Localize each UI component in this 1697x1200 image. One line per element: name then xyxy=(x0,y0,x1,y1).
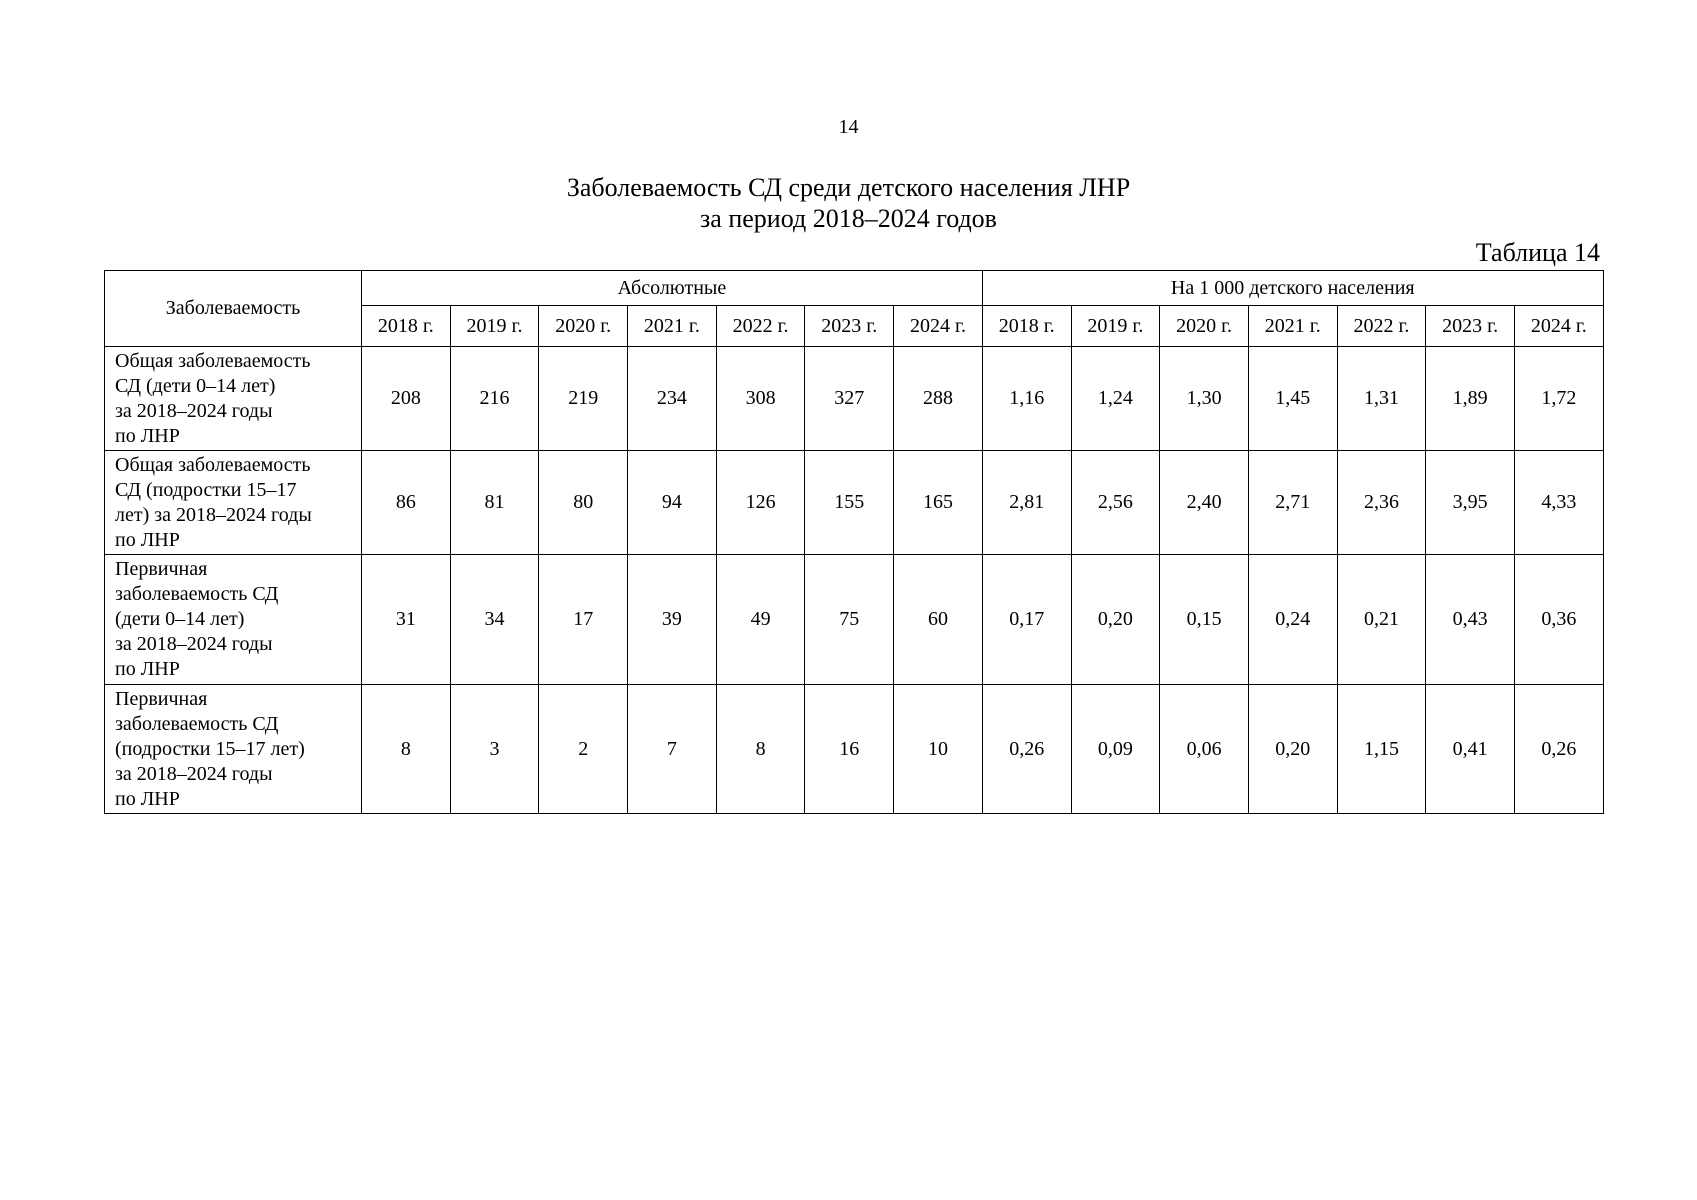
year-header: 2020 г. xyxy=(1160,306,1249,347)
absolute-value-cell: 17 xyxy=(539,555,628,685)
absolute-value-cell: 155 xyxy=(805,451,894,555)
table-body xyxy=(105,347,1604,814)
title-line-1: Заболеваемость СД среди детского населения ЛНР xyxy=(566,173,1131,202)
absolute-value-cell: 16 xyxy=(805,685,894,814)
absolute-value-cell: 7 xyxy=(628,685,717,814)
per-1000-value-cell: 4,33 xyxy=(1514,451,1603,555)
per-1000-value-cell: 1,31 xyxy=(1337,347,1426,451)
per-1000-value-cell: 1,24 xyxy=(1071,347,1160,451)
per-1000-value-cell: 0,15 xyxy=(1160,555,1249,685)
absolute-value-cell: 2 xyxy=(539,685,628,814)
morbidity-table xyxy=(104,270,1604,814)
absolute-value-cell: 8 xyxy=(362,685,451,814)
year-header: 2019 г. xyxy=(1071,306,1160,347)
absolute-value-cell: 308 xyxy=(716,347,805,451)
absolute-value-cell: 39 xyxy=(628,555,717,685)
per-1000-value-cell: 0,20 xyxy=(1071,555,1160,685)
year-header: 2020 г. xyxy=(539,306,628,347)
year-header: 2021 г. xyxy=(628,306,717,347)
per-1000-value-cell: 1,89 xyxy=(1426,347,1515,451)
year-header: 2023 г. xyxy=(1426,306,1515,347)
absolute-value-cell: 216 xyxy=(450,347,539,451)
title-line-2: за период 2018–2024 годов xyxy=(700,204,997,233)
per-1000-value-cell: 1,15 xyxy=(1337,685,1426,814)
row-label: Общая заболеваемость СД (подростки 15–17 лет) за 2018–2024 годы по ЛНР xyxy=(105,451,362,555)
table-row xyxy=(105,347,1604,451)
absolute-value-cell: 34 xyxy=(450,555,539,685)
year-header: 2018 г. xyxy=(362,306,451,347)
table-row xyxy=(105,555,1604,685)
table-caption: Таблица 14 xyxy=(1475,238,1600,267)
per-1000-value-cell: 0,09 xyxy=(1071,685,1160,814)
corner-header: Заболеваемость xyxy=(105,271,362,347)
absolute-value-cell: 81 xyxy=(450,451,539,555)
year-header: 2024 г. xyxy=(894,306,983,347)
row-label: Общая заболеваемость СД (дети 0–14 лет) за 2018–2024 годы по ЛНР xyxy=(105,347,362,451)
per-1000-value-cell: 0,21 xyxy=(1337,555,1426,685)
absolute-value-cell: 49 xyxy=(716,555,805,685)
table-row xyxy=(105,451,1604,555)
per-1000-value-cell: 0,41 xyxy=(1426,685,1515,814)
absolute-value-cell: 60 xyxy=(894,555,983,685)
per-1000-value-cell: 3,95 xyxy=(1426,451,1515,555)
row-label: Первичная заболеваемость СД (дети 0–14 лет) за 2018–2024 годы по ЛНР xyxy=(105,555,362,685)
per-1000-value-cell: 1,72 xyxy=(1514,347,1603,451)
absolute-value-cell: 327 xyxy=(805,347,894,451)
per-1000-value-cell: 2,40 xyxy=(1160,451,1249,555)
per-1000-value-cell: 0,17 xyxy=(982,555,1071,685)
year-header: 2022 г. xyxy=(716,306,805,347)
absolute-value-cell: 94 xyxy=(628,451,717,555)
per-1000-value-cell: 2,71 xyxy=(1248,451,1337,555)
absolute-value-cell: 126 xyxy=(716,451,805,555)
absolute-value-cell: 234 xyxy=(628,347,717,451)
per-1000-value-cell: 0,20 xyxy=(1248,685,1337,814)
per-1000-value-cell: 2,81 xyxy=(982,451,1071,555)
year-header: 2023 г. xyxy=(805,306,894,347)
per-1000-value-cell: 2,36 xyxy=(1337,451,1426,555)
year-header: 2018 г. xyxy=(982,306,1071,347)
per-1000-value-cell: 1,16 xyxy=(982,347,1071,451)
per-1000-value-cell: 1,30 xyxy=(1160,347,1249,451)
page-number: 14 xyxy=(838,116,859,138)
per-1000-value-cell: 2,56 xyxy=(1071,451,1160,555)
absolute-value-cell: 80 xyxy=(539,451,628,555)
per-1000-value-cell: 0,24 xyxy=(1248,555,1337,685)
absolute-value-cell: 10 xyxy=(894,685,983,814)
per-1000-value-cell: 1,45 xyxy=(1248,347,1337,451)
per-1000-value-cell: 0,06 xyxy=(1160,685,1249,814)
per-1000-value-cell: 0,43 xyxy=(1426,555,1515,685)
year-header: 2019 г. xyxy=(450,306,539,347)
row-label: Первичная заболеваемость СД (подростки 15–17 лет) за 2018–2024 годы по ЛНР xyxy=(105,685,362,814)
absolute-value-cell: 208 xyxy=(362,347,451,451)
year-header: 2022 г. xyxy=(1337,306,1426,347)
year-header: 2024 г. xyxy=(1514,306,1603,347)
absolute-value-cell: 75 xyxy=(805,555,894,685)
per-1000-value-cell: 0,36 xyxy=(1514,555,1603,685)
per-1000-value-cell: 0,26 xyxy=(982,685,1071,814)
per-1000-value-cell: 0,26 xyxy=(1514,685,1603,814)
table-row xyxy=(105,685,1604,814)
year-header: 2021 г. xyxy=(1248,306,1337,347)
absolute-value-cell: 165 xyxy=(894,451,983,555)
absolute-value-cell: 86 xyxy=(362,451,451,555)
absolute-value-cell: 8 xyxy=(716,685,805,814)
document-title xyxy=(0,172,1697,234)
absolute-value-cell: 3 xyxy=(450,685,539,814)
absolute-value-cell: 31 xyxy=(362,555,451,685)
absolute-value-cell: 219 xyxy=(539,347,628,451)
absolute-value-cell: 288 xyxy=(894,347,983,451)
group-header-per-1000: На 1 000 детского населения xyxy=(982,271,1603,306)
group-header-absolute: Абсолютные xyxy=(362,271,983,306)
